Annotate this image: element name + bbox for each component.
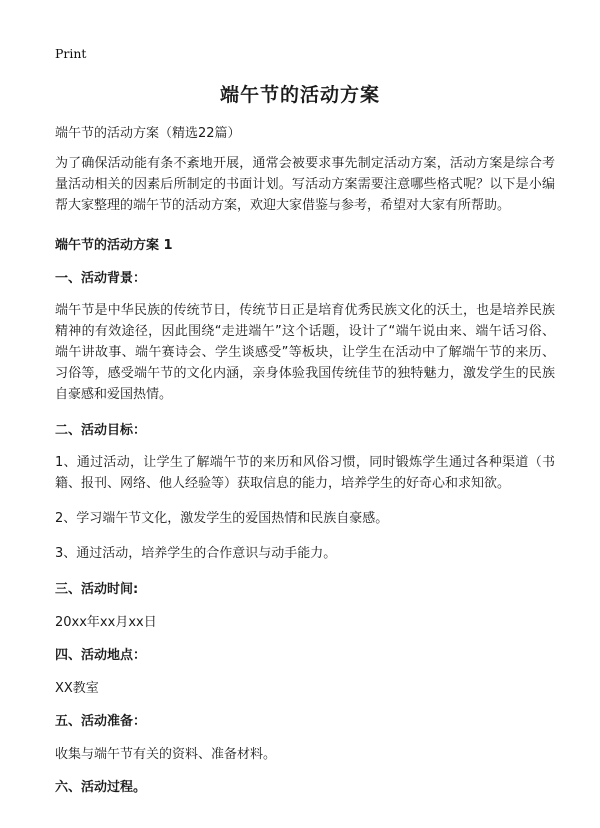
time-value: 20xx年xx月xx日 [55,615,157,630]
goal-item: 2、学习端午节文化，激发学生的爱国热情和民族自豪感。 [55,511,389,526]
place-value: XX教室 [55,681,99,696]
goal-item: 3、通过活动，培养学生的合作意识与动手能力。 [55,546,337,561]
plan-heading: 端午节的活动方案 1 [55,238,173,253]
section-heading-process: 六、活动过程。 [55,780,147,795]
section-heading-background: 一、活动背景： [55,271,147,286]
background-paragraph: 端午节是中华民族的传统节日，传统节日正是培育优秀民族文化的沃土，也是培养民族精神的有效途径，因此围绕“走进端午”这个话题，设计了“端午说由来、端午话习俗、端午讲故事、端午赛诗会、学生谈感受”等板块，让学生在活动中了解端午节的来历、习俗等，感受端午节的文化内涵，亲身体验我国传统佳节的独特魅力，激发学生的民族自豪感和爱国热情。 [55,303,555,402]
section-heading-place: 四、活动地点： [55,648,147,663]
print-link[interactable]: Print [55,46,87,61]
goal-item: 1、通过活动，让学生了解端午节的来历和风俗习惯，同时锻炼学生通过各种渠道（书籍、报刊、网络、他人经验等）获取信息的能力，培养学生的好奇心和求知欲。 [55,455,555,491]
preparation-value: 收集与端午节有关的资料、准备材料。 [55,747,277,762]
intro-paragraph: 为了确保活动能有条不紊地开展，通常会被要求事先制定活动方案，活动方案是综合考量活动相关的因素后所制定的书面计划。写活动方案需要注意哪些格式呢？以下是小编帮大家整理的端午节的活动方案，欢迎大家借鉴与参考，希望对大家有所帮助。 [55,156,555,213]
section-heading-goals: 二、活动目标： [55,423,147,438]
section-heading-time: 三、活动时间: [55,582,139,597]
document-body [55,122,555,809]
document-subtitle: 端午节的活动方案（精选22篇） [55,126,241,141]
document-title: 端午节的活动方案 [219,84,380,106]
section-heading-preparation: 五、活动准备： [55,714,147,729]
